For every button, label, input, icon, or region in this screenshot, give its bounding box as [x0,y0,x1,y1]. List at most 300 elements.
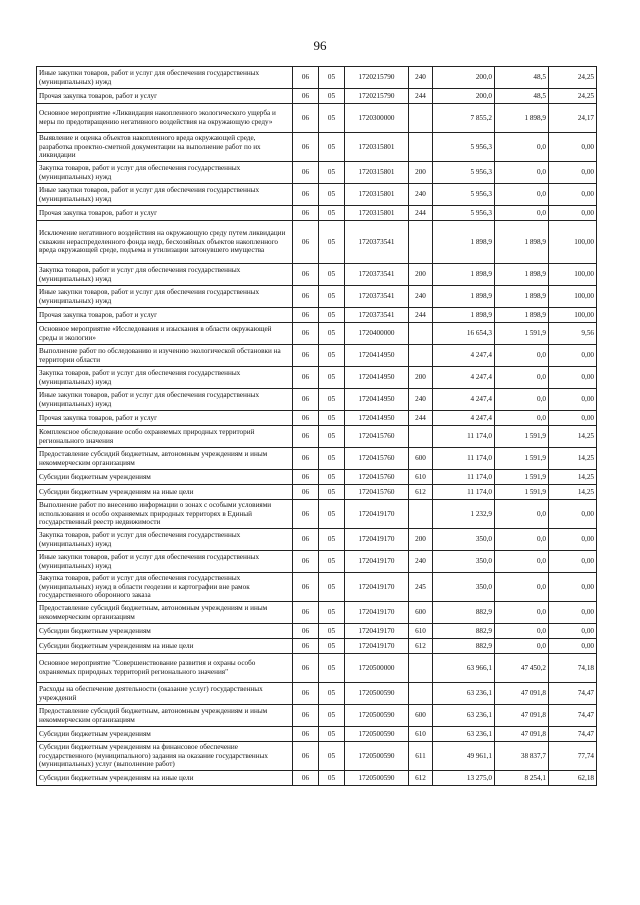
row-plan: 16 654,3 [433,323,495,345]
row-target-article: 1720373541 [345,286,409,308]
row-target-article: 1720315801 [345,184,409,206]
row-razdel: 06 [293,184,319,206]
row-name: Предоставление субсидий бюджетным, автономным учреждениям и иным некоммерческим организациям [37,448,293,470]
row-fact: 47 450,2 [495,654,549,683]
row-percent: 100,00 [549,286,597,308]
row-plan: 5 956,3 [433,206,495,221]
row-target-article: 1720415760 [345,448,409,470]
row-expense-type [409,683,433,705]
row-podrazdel: 05 [319,286,345,308]
row-percent: 0,00 [549,529,597,551]
row-expense-type: 610 [409,470,433,485]
row-expense-type: 612 [409,771,433,786]
row-plan: 882,9 [433,602,495,624]
row-fact: 0,0 [495,500,549,529]
row-razdel: 06 [293,500,319,529]
row-razdel: 06 [293,705,319,727]
row-percent: 0,00 [549,500,597,529]
row-target-article: 1720419170 [345,639,409,654]
table-row [37,89,597,104]
row-target-article: 1720419170 [345,500,409,529]
row-razdel: 06 [293,426,319,448]
row-name: Субсидии бюджетным учреждениям [37,624,293,639]
row-target-article: 1720500590 [345,742,409,771]
row-podrazdel: 05 [319,323,345,345]
row-plan: 882,9 [433,639,495,654]
row-plan: 63 966,1 [433,654,495,683]
row-fact: 47 091,8 [495,705,549,727]
row-razdel: 06 [293,221,319,264]
row-plan: 200,0 [433,89,495,104]
row-razdel: 06 [293,67,319,89]
row-name: Прочая закупка товаров, работ и услуг [37,89,293,104]
row-target-article: 1720315801 [345,162,409,184]
row-percent: 14,25 [549,426,597,448]
row-percent: 74,47 [549,683,597,705]
row-fact: 1 898,9 [495,308,549,323]
row-expense-type [409,345,433,367]
row-podrazdel: 05 [319,500,345,529]
table-row [37,500,597,529]
row-fact: 48,5 [495,89,549,104]
row-percent: 9,56 [549,323,597,345]
row-razdel: 06 [293,573,319,602]
row-name: Выявление и оценка объектов накопленного вреда окружающей среде, разработка проектно-сметной документации на выполнение работ по их ликвидации [37,133,293,162]
table-row [37,470,597,485]
row-expense-type: 240 [409,286,433,308]
row-expense-type: 240 [409,67,433,89]
row-percent: 0,00 [549,367,597,389]
row-target-article: 1720373541 [345,308,409,323]
row-expense-type: 244 [409,89,433,104]
row-podrazdel: 05 [319,104,345,133]
row-plan: 350,0 [433,573,495,602]
row-target-article: 1720419170 [345,624,409,639]
table-row [37,448,597,470]
row-expense-type: 240 [409,389,433,411]
row-target-article: 1720500590 [345,771,409,786]
row-podrazdel: 05 [319,470,345,485]
row-percent: 24,17 [549,104,597,133]
row-razdel: 06 [293,89,319,104]
row-razdel: 06 [293,104,319,133]
table-row [37,221,597,264]
row-percent: 0,00 [549,133,597,162]
row-name: Иные закупки товаров, работ и услуг для обеспечения государственных (муниципальных) нужд [37,184,293,206]
row-razdel: 06 [293,411,319,426]
row-fact: 1 591,9 [495,485,549,500]
row-podrazdel: 05 [319,683,345,705]
table-row [37,264,597,286]
row-fact: 1 898,9 [495,221,549,264]
row-name: Основное мероприятие "Совершенствование развития и охраны особо охраняемых природных территорий регионального значения" [37,654,293,683]
row-fact: 1 591,9 [495,323,549,345]
row-fact: 1 898,9 [495,286,549,308]
row-razdel: 06 [293,206,319,221]
row-razdel: 06 [293,624,319,639]
row-fact: 0,0 [495,573,549,602]
row-percent: 74,47 [549,705,597,727]
row-expense-type [409,500,433,529]
row-expense-type [409,221,433,264]
row-target-article: 1720419170 [345,602,409,624]
row-razdel: 06 [293,551,319,573]
row-percent: 100,00 [549,308,597,323]
row-percent: 0,00 [549,206,597,221]
row-plan: 5 956,3 [433,133,495,162]
row-podrazdel: 05 [319,345,345,367]
row-podrazdel: 05 [319,624,345,639]
row-percent: 14,25 [549,485,597,500]
row-expense-type [409,654,433,683]
row-target-article: 1720500590 [345,727,409,742]
row-plan: 49 961,1 [433,742,495,771]
row-plan: 4 247,4 [433,367,495,389]
row-expense-type: 244 [409,308,433,323]
row-name: Субсидии бюджетным учреждениям [37,727,293,742]
row-plan: 5 956,3 [433,184,495,206]
table-row [37,67,597,89]
row-plan: 63 236,1 [433,683,495,705]
row-target-article: 1720414950 [345,389,409,411]
row-name: Основное мероприятие «Исследования и изыскания в области окружающей среды и экологии» [37,323,293,345]
row-target-article: 1720414950 [345,345,409,367]
row-plan: 1 898,9 [433,221,495,264]
row-plan: 4 247,4 [433,345,495,367]
row-percent: 0,00 [549,411,597,426]
row-fact: 1 898,9 [495,104,549,133]
row-target-article: 1720315801 [345,133,409,162]
row-percent: 0,00 [549,639,597,654]
row-name: Субсидии бюджетным учреждениям на финансовое обеспечение государственного (муниципального) задания на оказание государственных (муниципальных) услуг (выполнение работ) [37,742,293,771]
row-razdel: 06 [293,133,319,162]
row-fact: 0,0 [495,551,549,573]
row-percent: 14,25 [549,448,597,470]
row-fact: 38 837,7 [495,742,549,771]
row-plan: 4 247,4 [433,389,495,411]
row-expense-type: 200 [409,367,433,389]
row-razdel: 06 [293,367,319,389]
row-plan: 1 898,9 [433,264,495,286]
row-podrazdel: 05 [319,602,345,624]
row-fact: 0,0 [495,639,549,654]
row-percent: 0,00 [549,602,597,624]
row-razdel: 06 [293,602,319,624]
row-name: Закупка товаров, работ и услуг для обеспечения государственных (муниципальных) нужд [37,529,293,551]
row-expense-type: 200 [409,162,433,184]
row-razdel: 06 [293,448,319,470]
row-razdel: 06 [293,162,319,184]
table-row [37,654,597,683]
table-row [37,573,597,602]
row-percent: 0,00 [549,389,597,411]
table-row [37,389,597,411]
row-target-article: 1720419170 [345,573,409,602]
table-row [37,602,597,624]
row-target-article: 1720415760 [345,470,409,485]
table-body [37,67,597,786]
table-row [37,639,597,654]
row-fact: 0,0 [495,345,549,367]
row-name: Субсидии бюджетным учреждениям на иные цели [37,771,293,786]
row-percent: 14,25 [549,470,597,485]
row-podrazdel: 05 [319,221,345,264]
row-percent: 0,00 [549,624,597,639]
table-row [37,624,597,639]
row-razdel: 06 [293,389,319,411]
row-razdel: 06 [293,345,319,367]
row-fact: 0,0 [495,133,549,162]
row-podrazdel: 05 [319,742,345,771]
row-razdel: 06 [293,639,319,654]
row-expense-type: 244 [409,411,433,426]
row-percent: 0,00 [549,162,597,184]
row-name: Комплексное обследование особо охраняемых природных территорий регионального значения [37,426,293,448]
row-plan: 7 855,2 [433,104,495,133]
table-row [37,345,597,367]
row-razdel: 06 [293,470,319,485]
row-target-article: 1720400000 [345,323,409,345]
row-target-article: 1720373541 [345,264,409,286]
row-podrazdel: 05 [319,162,345,184]
row-percent: 100,00 [549,264,597,286]
row-name: Субсидии бюджетным учреждениям на иные цели [37,639,293,654]
table-row [37,286,597,308]
table-row [37,162,597,184]
row-target-article: 1720373541 [345,221,409,264]
row-target-article: 1720500590 [345,705,409,727]
row-podrazdel: 05 [319,184,345,206]
row-name: Предоставление субсидий бюджетным, автономным учреждениям и иным некоммерческим организациям [37,602,293,624]
row-name: Закупка товаров, работ и услуг для обеспечения государственных (муниципальных) нужд [37,264,293,286]
row-target-article: 1720415760 [345,485,409,500]
row-podrazdel: 05 [319,264,345,286]
row-name: Прочая закупка товаров, работ и услуг [37,206,293,221]
row-target-article: 1720500000 [345,654,409,683]
row-plan: 63 236,1 [433,705,495,727]
row-expense-type [409,104,433,133]
row-plan: 200,0 [433,67,495,89]
row-plan: 11 174,0 [433,426,495,448]
row-name: Закупка товаров, работ и услуг для обеспечения государственных (муниципальных) нужд в области геодезии и картографии вне рамок государственного оборонного заказа [37,573,293,602]
row-expense-type: 244 [409,206,433,221]
row-podrazdel: 05 [319,705,345,727]
row-plan: 1 898,9 [433,286,495,308]
row-expense-type [409,426,433,448]
row-razdel: 06 [293,529,319,551]
row-name: Закупка товаров, работ и услуг для обеспечения государственных (муниципальных) нужд [37,162,293,184]
row-fact: 0,0 [495,389,549,411]
row-fact: 0,0 [495,411,549,426]
row-name: Иные закупки товаров, работ и услуг для обеспечения государственных (муниципальных) нужд [37,389,293,411]
row-name: Выполнение работ по обследованию и изучению экологической обстановки на территории области [37,345,293,367]
row-percent: 77,74 [549,742,597,771]
row-fact: 48,5 [495,67,549,89]
row-target-article: 1720315801 [345,206,409,221]
row-fact: 0,0 [495,529,549,551]
row-razdel: 06 [293,771,319,786]
table-row [37,133,597,162]
row-fact: 0,0 [495,624,549,639]
row-razdel: 06 [293,683,319,705]
table-row [37,727,597,742]
row-fact: 0,0 [495,602,549,624]
row-podrazdel: 05 [319,133,345,162]
row-name: Иные закупки товаров, работ и услуг для обеспечения государственных (муниципальных) нужд [37,551,293,573]
row-plan: 11 174,0 [433,470,495,485]
row-podrazdel: 05 [319,551,345,573]
row-podrazdel: 05 [319,639,345,654]
table-row [37,308,597,323]
row-plan: 11 174,0 [433,485,495,500]
row-podrazdel: 05 [319,206,345,221]
row-percent: 0,00 [549,345,597,367]
row-name: Иные закупки товаров, работ и услуг для обеспечения государственных (муниципальных) нужд [37,67,293,89]
table-row [37,529,597,551]
row-fact: 1 591,9 [495,448,549,470]
row-podrazdel: 05 [319,529,345,551]
row-podrazdel: 05 [319,448,345,470]
row-podrazdel: 05 [319,573,345,602]
row-plan: 63 236,1 [433,727,495,742]
row-target-article: 1720300000 [345,104,409,133]
row-target-article: 1720215790 [345,89,409,104]
row-name: Прочая закупка товаров, работ и услуг [37,411,293,426]
row-percent: 74,18 [549,654,597,683]
row-expense-type: 611 [409,742,433,771]
table-row [37,323,597,345]
row-name: Субсидии бюджетным учреждениям [37,470,293,485]
row-podrazdel: 05 [319,426,345,448]
row-razdel: 06 [293,654,319,683]
row-expense-type: 610 [409,624,433,639]
row-razdel: 06 [293,742,319,771]
row-expense-type: 240 [409,184,433,206]
row-fact: 47 091,8 [495,683,549,705]
row-expense-type [409,323,433,345]
row-target-article: 1720419170 [345,529,409,551]
row-razdel: 06 [293,727,319,742]
row-expense-type: 245 [409,573,433,602]
row-expense-type: 600 [409,705,433,727]
row-expense-type: 240 [409,551,433,573]
row-name: Основное мероприятие «Ликвидация накопленного экологического ущерба и меры по предотвращению негативного воздействия на окружающую среду» [37,104,293,133]
row-target-article: 1720415760 [345,426,409,448]
row-podrazdel: 05 [319,89,345,104]
row-razdel: 06 [293,485,319,500]
row-fact: 0,0 [495,206,549,221]
row-podrazdel: 05 [319,727,345,742]
row-fact: 1 591,9 [495,470,549,485]
row-plan: 882,9 [433,624,495,639]
row-target-article: 1720500590 [345,683,409,705]
row-name: Прочая закупка товаров, работ и услуг [37,308,293,323]
row-percent: 0,00 [549,551,597,573]
row-fact: 1 591,9 [495,426,549,448]
row-fact: 0,0 [495,184,549,206]
row-fact: 1 898,9 [495,264,549,286]
budget-table [36,66,597,786]
row-fact: 0,0 [495,367,549,389]
row-target-article: 1720414950 [345,411,409,426]
row-plan: 5 956,3 [433,162,495,184]
row-fact: 8 254,1 [495,771,549,786]
row-percent: 74,47 [549,727,597,742]
row-expense-type: 612 [409,639,433,654]
row-name: Исключение негативного воздействия на окружающую среду путем ликвидации скважин нераспределенного фонда недр, бесхозяйных объектов накопленного вреда окружающей среде, подъема и утилизации затонувшего имущества [37,221,293,264]
row-podrazdel: 05 [319,771,345,786]
row-podrazdel: 05 [319,654,345,683]
row-podrazdel: 05 [319,389,345,411]
row-target-article: 1720419170 [345,551,409,573]
row-fact: 47 091,8 [495,727,549,742]
row-name: Субсидии бюджетным учреждениям на иные цели [37,485,293,500]
table-row [37,206,597,221]
row-target-article: 1720414950 [345,367,409,389]
row-percent: 0,00 [549,184,597,206]
row-name: Иные закупки товаров, работ и услуг для обеспечения государственных (муниципальных) нужд [37,286,293,308]
row-razdel: 06 [293,323,319,345]
table-row [37,742,597,771]
row-name: Предоставление субсидий бюджетным, автономным учреждениям и иным некоммерческим организациям [37,705,293,727]
row-fact: 0,0 [495,162,549,184]
row-percent: 24,25 [549,67,597,89]
row-podrazdel: 05 [319,308,345,323]
table-row [37,104,597,133]
row-percent: 24,25 [549,89,597,104]
row-expense-type: 600 [409,602,433,624]
row-percent: 100,00 [549,221,597,264]
row-plan: 13 275,0 [433,771,495,786]
row-expense-type: 610 [409,727,433,742]
row-podrazdel: 05 [319,367,345,389]
row-plan: 11 174,0 [433,448,495,470]
row-name: Выполнение работ по внесению информации о зонах с особыми условиями использования и особо охраняемых природных территорях в Единый государственный реестр недвижимости [37,500,293,529]
table-row [37,367,597,389]
row-name: Закупка товаров, работ и услуг для обеспечения государственных (муниципальных) нужд [37,367,293,389]
row-razdel: 06 [293,308,319,323]
row-expense-type: 612 [409,485,433,500]
row-percent: 0,00 [549,573,597,602]
row-podrazdel: 05 [319,67,345,89]
row-name: Расходы на обеспечение деятельности (оказание услуг) государственных учреждений [37,683,293,705]
table-row [37,184,597,206]
row-podrazdel: 05 [319,411,345,426]
row-plan: 1 232,9 [433,500,495,529]
row-target-article: 1720215790 [345,67,409,89]
row-razdel: 06 [293,286,319,308]
table-row [37,771,597,786]
row-plan: 1 898,9 [433,308,495,323]
table-row [37,411,597,426]
page-number: 96 [313,38,327,53]
table-row [37,683,597,705]
row-plan: 4 247,4 [433,411,495,426]
table-row [37,426,597,448]
row-plan: 350,0 [433,551,495,573]
row-expense-type: 200 [409,264,433,286]
row-razdel: 06 [293,264,319,286]
row-podrazdel: 05 [319,485,345,500]
row-expense-type: 200 [409,529,433,551]
row-percent: 62,18 [549,771,597,786]
table-row [37,485,597,500]
row-expense-type: 600 [409,448,433,470]
table-row [37,705,597,727]
row-plan: 350,0 [433,529,495,551]
row-expense-type [409,133,433,162]
table-row [37,551,597,573]
